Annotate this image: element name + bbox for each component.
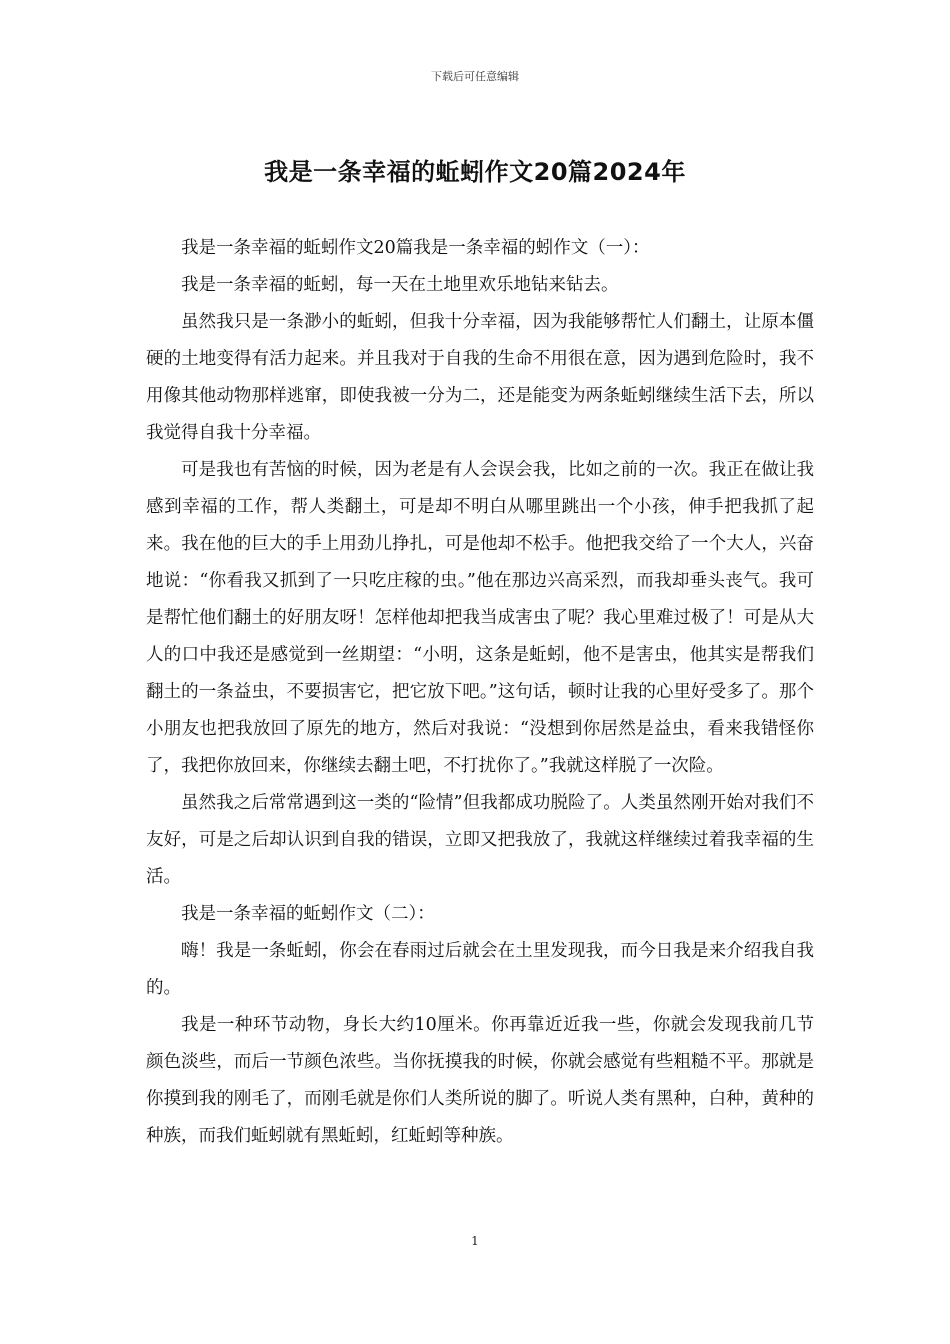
paragraph: 可是我也有苦恼的时候，因为老是有人会误会我，比如之前的一次。我正在做让我感到幸福的工作，帮人类翻土，可是却不明白从哪里跳出一个小孩，伸手把我抓了起来。我在他的巨大的手上用劲儿挣扎，可是他却不松手。他把我交给了一个大人，兴奋地说：“你看我又抓到了一只吃庄稼的虫。”他在那边兴高采烈，而我却垂头丧气。我可是帮忙他们翻土的好朋友呀！怎样他却把我当成害虫了呢？我心里难过极了！可是从大人的口中我还是感觉到一丝期望：“小明，这条是蚯蚓，他不是害虫，他其实是帮我们翻土的一条益虫，不要损害它，把它放下吧。”这句话，顿时让我的心里好受多了。那个小朋友也把我放回了原先的地方，然后对我说：“没想到你居然是益虫，看来我错怪你了，我把你放回来，你继续去翻土吧，不打扰你了。”我就这样脱了一次险。 bbox=[146, 460, 814, 776]
paragraph: 虽然我之后常常遇到这一类的“险情”但我都成功脱险了。人类虽然刚开始对我们不友好，可是之后却认识到自我的错误，立即又把我放了，我就这样继续过着我幸福的生活。 bbox=[146, 793, 814, 887]
paragraph: 我是一种环节动物，身长大约10厘米。你再靠近近我一些，你就会发现我前几节颜色淡些，而后一节颜色浓些。当你抚摸我的时候，你就会感觉有些粗糙不平。那就是你摸到我的刚毛了，而刚毛就是你们人类所说的脚了。听说人类有黑种，白种，黄种的种族，而我们蚯蚓就有黑蚯蚓，红蚯蚓等种族。 bbox=[146, 1015, 814, 1146]
paragraph: 嗨！我是一条蚯蚓，你会在春雨过后就会在土里发现我，而今日我是来介绍我自我的。 bbox=[146, 941, 814, 998]
paragraph: 虽然我只是一条渺小的蚯蚓，但我十分幸福，因为我能够帮忙人们翻土，让原本僵硬的土地变得有活力起来。并且我对于自我的生命不用很在意，因为遇到危险时，我不用像其他动物那样逃窜，即使我被一分为二，还是能变为两条蚯蚓继续生活下去，所以我觉得自我十分幸福。 bbox=[146, 312, 814, 443]
page-number: 1 bbox=[471, 1234, 479, 1248]
paragraph: 我是一条幸福的蚯蚓作文20篇我是一条幸福的蚓作文（一）： bbox=[181, 238, 650, 258]
section-heading: 我是一条幸福的蚯蚓作文（二）： bbox=[181, 904, 435, 924]
document-title: 我是一条幸福的蚯蚓作文20篇2024年 bbox=[264, 158, 686, 186]
header-note: 下载后可任意编辑 bbox=[431, 70, 519, 83]
paragraph: 我是一条幸福的蚯蚓，每一天在土地里欢乐地钻来钻去。 bbox=[181, 275, 619, 295]
document-body bbox=[146, 230, 814, 1155]
